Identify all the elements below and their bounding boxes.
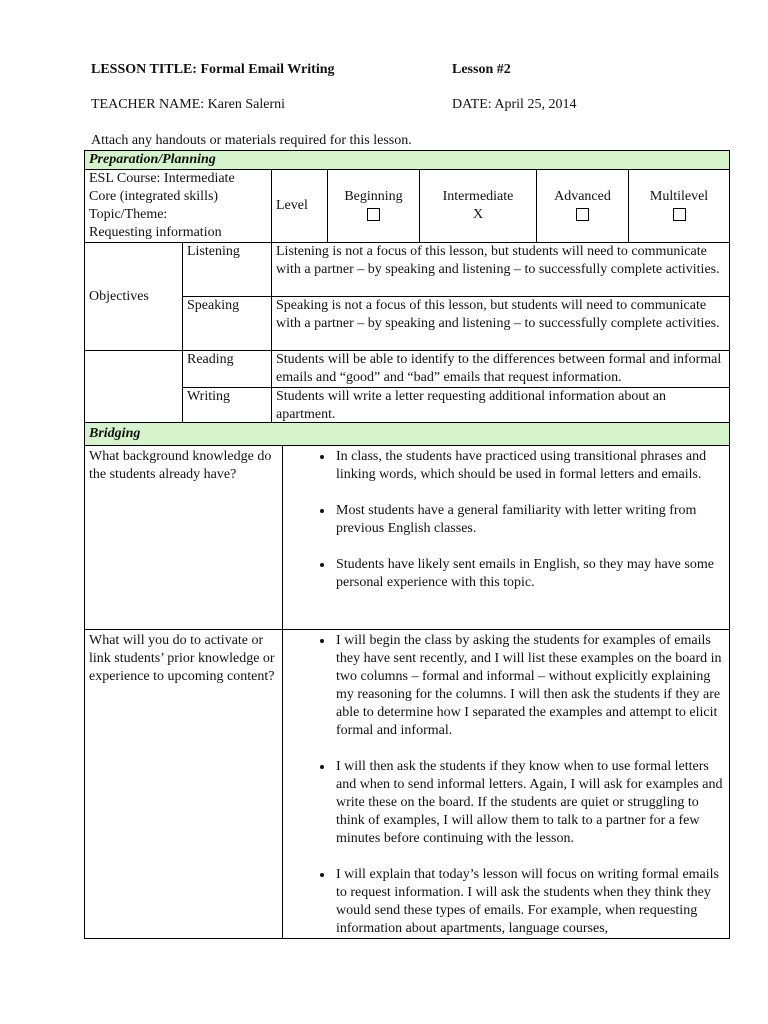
objective-listening: Listening is not a focus of this lesson, but students will need to communicate with a partner – by speaking and listening – to successfully complete activities. [272,243,730,297]
teacher-name: TEACHER NAME: Karen Salerni [91,97,286,112]
preparation-heading: Preparation/Planning [85,151,730,170]
level-name: Beginning [344,189,403,204]
selected-mark: X [472,207,484,222]
list-item: • I will explain that today’s lesson will focus on writing formal emails to request information. I will ask the students when they think they would send these types of emails. For example, when requesting information about apartments, language courses, [334,866,725,938]
objective-speaking: Speaking is not a focus of this lesson, but students will need to communicate with a partner – by speaking and listening – to successfully complete activities. [272,297,730,351]
course-line-1: ESL Course: Intermediate [89,171,235,186]
level-beginning [328,170,420,243]
list-item: • Most students have a general familiarity with letter writing from previous English classes. [334,502,725,538]
objective-reading: Students will be able to identify to the differences between formal and informal emails and “good” and “bad” emails that request information. [272,351,730,388]
checkbox-icon [367,208,380,221]
skill-writing: Writing [183,388,272,425]
level-advanced [537,170,629,243]
preparation-table [84,150,730,425]
level-multilevel [629,170,730,243]
bridging-heading: Bridging [85,423,730,446]
level-label: Level [272,170,328,243]
skill-speaking: Speaking [183,297,272,351]
lesson-number: Lesson #2 [452,62,511,77]
list-item: • I will then ask the students if they know when to use formal letters and when to send informal letters. Again, I will ask for examples and write these on the board. If the students are quiet or struggling to think of examples, I will allow them to talk to a partner for a few minutes before continuing with the lesson. [334,758,725,848]
level-name: Multilevel [649,189,709,204]
attach-note: Attach any handouts or materials required for this lesson. [91,133,412,148]
level-intermediate [420,170,537,243]
level-name: Advanced [554,189,611,204]
list-item: • In class, the students have practiced using transitional phrases and linking words, which should be used in formal letters and emails. [334,448,725,484]
objectives-spacer [85,388,183,425]
course-info [85,170,272,243]
level-name: Intermediate [442,189,514,204]
bridging-table [84,422,730,939]
objectives-label: Objectives [85,243,183,351]
objectives-spacer [85,351,183,388]
lesson-title: LESSON TITLE: Formal Email Writing [91,62,335,77]
skill-reading: Reading [183,351,272,388]
checkbox-icon [673,208,686,221]
objective-writing: Students will write a letter requesting additional information about an apartment. [272,388,730,425]
activation-answers [283,630,730,939]
topic-line-2: Requesting information [89,225,222,240]
background-answers [283,446,730,630]
skill-listening: Listening [183,243,272,297]
course-line-2: Core (integrated skills) [89,189,219,204]
lesson-date: DATE: April 25, 2014 [452,97,577,112]
background-question: What background knowledge do the students already have? [85,446,283,630]
topic-line-1: Topic/Theme: [89,207,168,222]
list-item: • I will begin the class by asking the students for examples of emails they have sent recently, and I will list these examples on the board in two columns – formal and informal – without explicitly explaining my reasoning for the columns. I will then ask the students if they are able to determine how I separated the examples and attempt to elicit formal and informal. [334,632,725,740]
list-item: • Students have likely sent emails in English, so they may have some personal experience with this topic. [334,556,725,592]
checkbox-icon [576,208,589,221]
activation-question: What will you do to activate or link students’ prior knowledge or experience to upcoming content? [85,630,283,939]
